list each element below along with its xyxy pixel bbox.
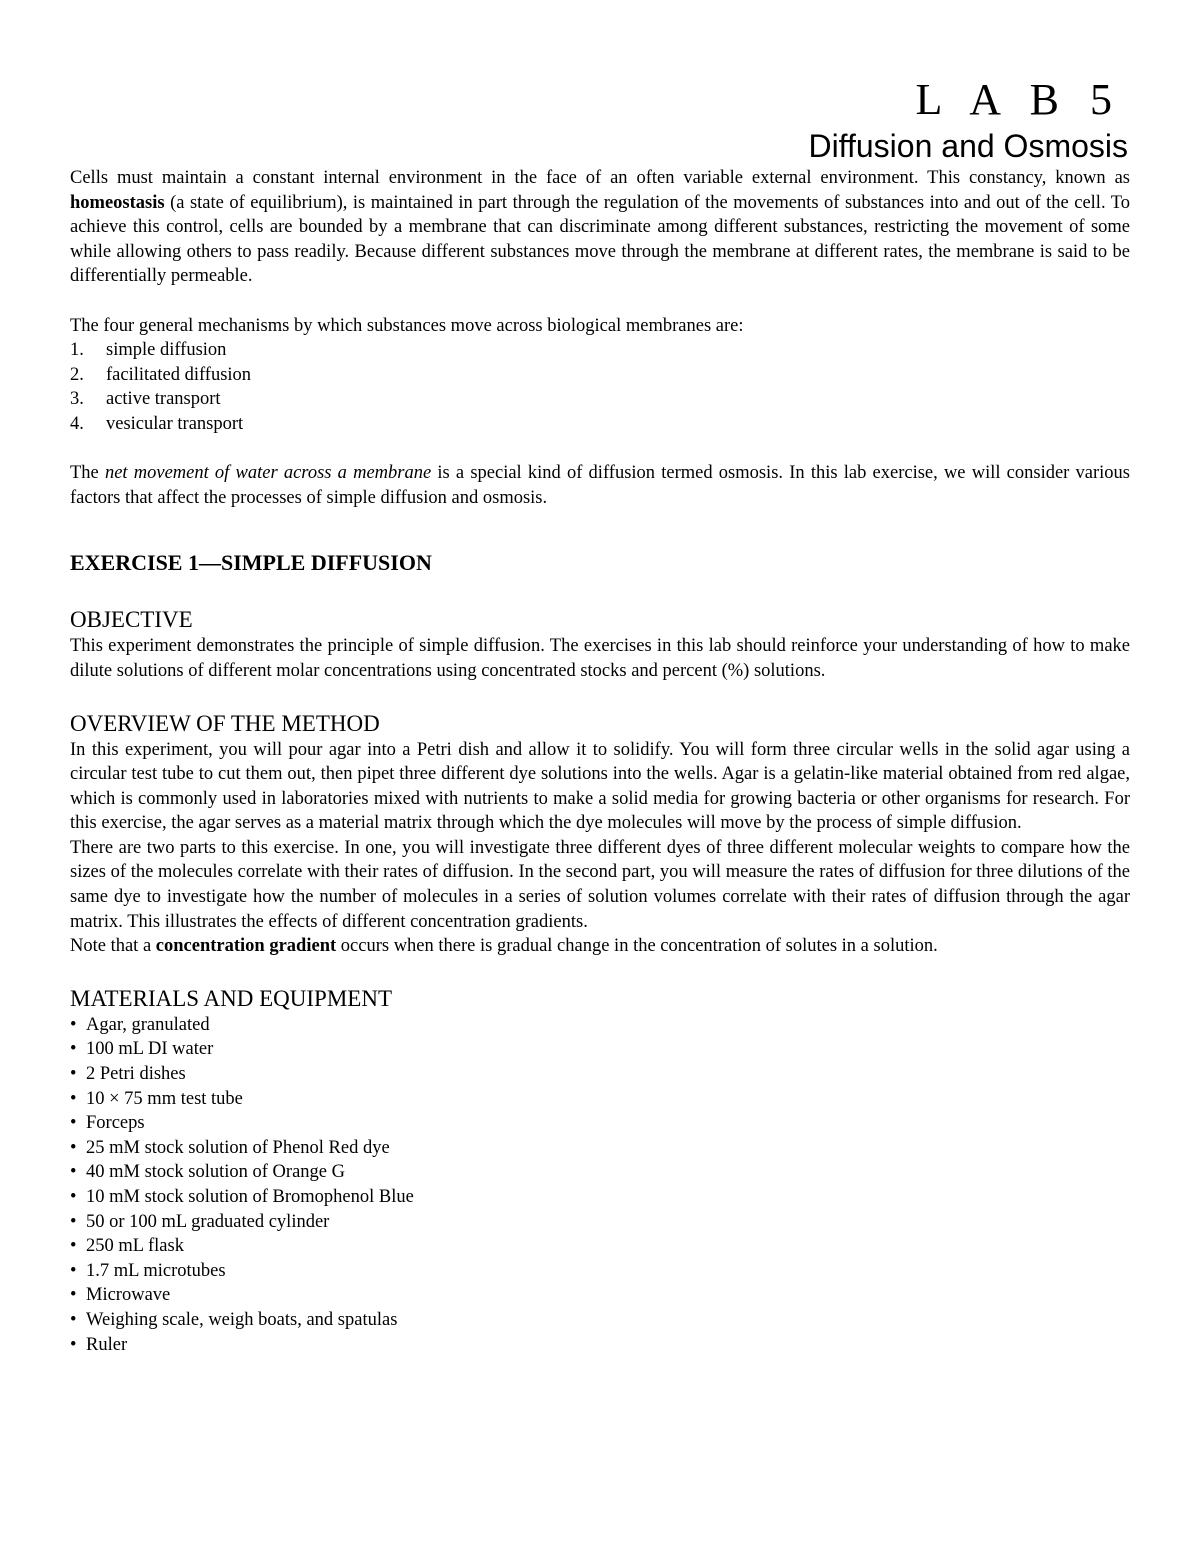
objective-heading: OBJECTIVE [70, 607, 193, 633]
mechanisms-list [70, 338, 1130, 436]
homeostasis-term: homeostasis [70, 192, 165, 213]
document-body [70, 166, 1130, 1357]
list-item: • 50 or 100 mL graduated cylinder [70, 1211, 330, 1232]
list-item: 4. vesicular transport [70, 413, 244, 434]
intro-paragraph-2: The four general mechanisms by which substances move across biological membranes are: [70, 315, 744, 336]
overview-paragraph-1: In this experiment, you will pour agar into a Petri dish and allow it to solidify. You will form three circular wells in the solid agar using a circular test tube to cut them out, then pipet three different dye solutions into the wells. Agar is a gelatin-like material obtained from red algae, which is commonly used in laboratories mixed with nutrients to make a solid media for growing bacteria or other organisms for research. For this exercise, the agar serves as a material matrix through which the dye molecules will move by the process of simple diffusion. [70, 739, 1130, 834]
list-item: • 100 mL DI water [70, 1039, 214, 1060]
list-item: • Agar, granulated [70, 1014, 210, 1035]
overview-paragraph-3: Note that a concentration gradient occurs when there is gradual change in the concentration of solutes in a solution. [70, 936, 938, 957]
overview-heading: OVERVIEW OF THE METHOD [70, 710, 380, 736]
osmosis-definition: net movement of water across a membrane [104, 463, 432, 484]
objective-text: This experiment demonstrates the principle of simple diffusion. The exercises in this lab should reinforce your understanding of how to make dilute solutions of different molar concentrations using concentrated stocks and percent (%) solutions. [70, 636, 1130, 681]
list-item: 2. facilitated diffusion [70, 364, 252, 385]
concentration-gradient-term: concentration gradient [155, 936, 337, 957]
lab-number-heading: L A B 5 [915, 75, 1122, 124]
intro-paragraph-1: Cells must maintain a constant internal environment in the face of an often variable external environment. This constancy, known as homeostasis (a state of equilibrium), is maintained in part through the regulation of the movements of substances into and out of the cell. To achieve this control, cells are bounded by a membrane that can discriminate among different substances, restricting the movement of some while allowing others to pass readily. Because different substances move through the membrane at different rates, the membrane is said to be differentially permeable. [70, 168, 1130, 287]
list-item: • 25 mM stock solution of Phenol Red dye [70, 1137, 390, 1158]
list-item: • 2 Petri dishes [70, 1064, 186, 1085]
list-item: • Ruler [70, 1334, 128, 1355]
list-item: 3. active transport [70, 389, 221, 410]
list-item: • 250 mL flask [70, 1236, 184, 1257]
list-item: • 40 mM stock solution of Orange G [70, 1162, 345, 1183]
list-item: • Weighing scale, weigh boats, and spatulas [70, 1309, 398, 1330]
list-item: • 10 mM stock solution of Bromophenol Blue [70, 1187, 414, 1207]
overview-paragraph-2: There are two parts to this exercise. In one, you will investigate three different dyes of three different molecular weights to compare how the sizes of the molecules correlate with their rates of diffusion. In the second part, you will measure the rates of diffusion for three dilutions of the same dye to investigate how the number of molecules in a series of solution volumes correlate with their rates of diffusion through the agar matrix. This illustrates the effects of different concentration gradients. [70, 837, 1130, 932]
materials-list [70, 1013, 1130, 1357]
lab-title: Diffusion and Osmosis [808, 128, 1128, 164]
list-item: • Microwave [70, 1285, 171, 1306]
intro-paragraph-3: The net movement of water across a membrane is a special kind of diffusion termed osmosis. In this lab exercise, we will consider various factors that affect the processes of simple diffusion and osmosis. [70, 463, 1130, 508]
list-item: 1. simple diffusion [70, 340, 227, 361]
exercise-heading: EXERCISE 1—SIMPLE DIFFUSION [70, 550, 432, 576]
list-item: • 1.7 mL microtubes [70, 1260, 226, 1281]
list-item: • Forceps [70, 1113, 145, 1134]
list-item: • 10 × 75 mm test tube [70, 1088, 243, 1109]
materials-heading: MATERIALS AND EQUIPMENT [70, 985, 392, 1011]
